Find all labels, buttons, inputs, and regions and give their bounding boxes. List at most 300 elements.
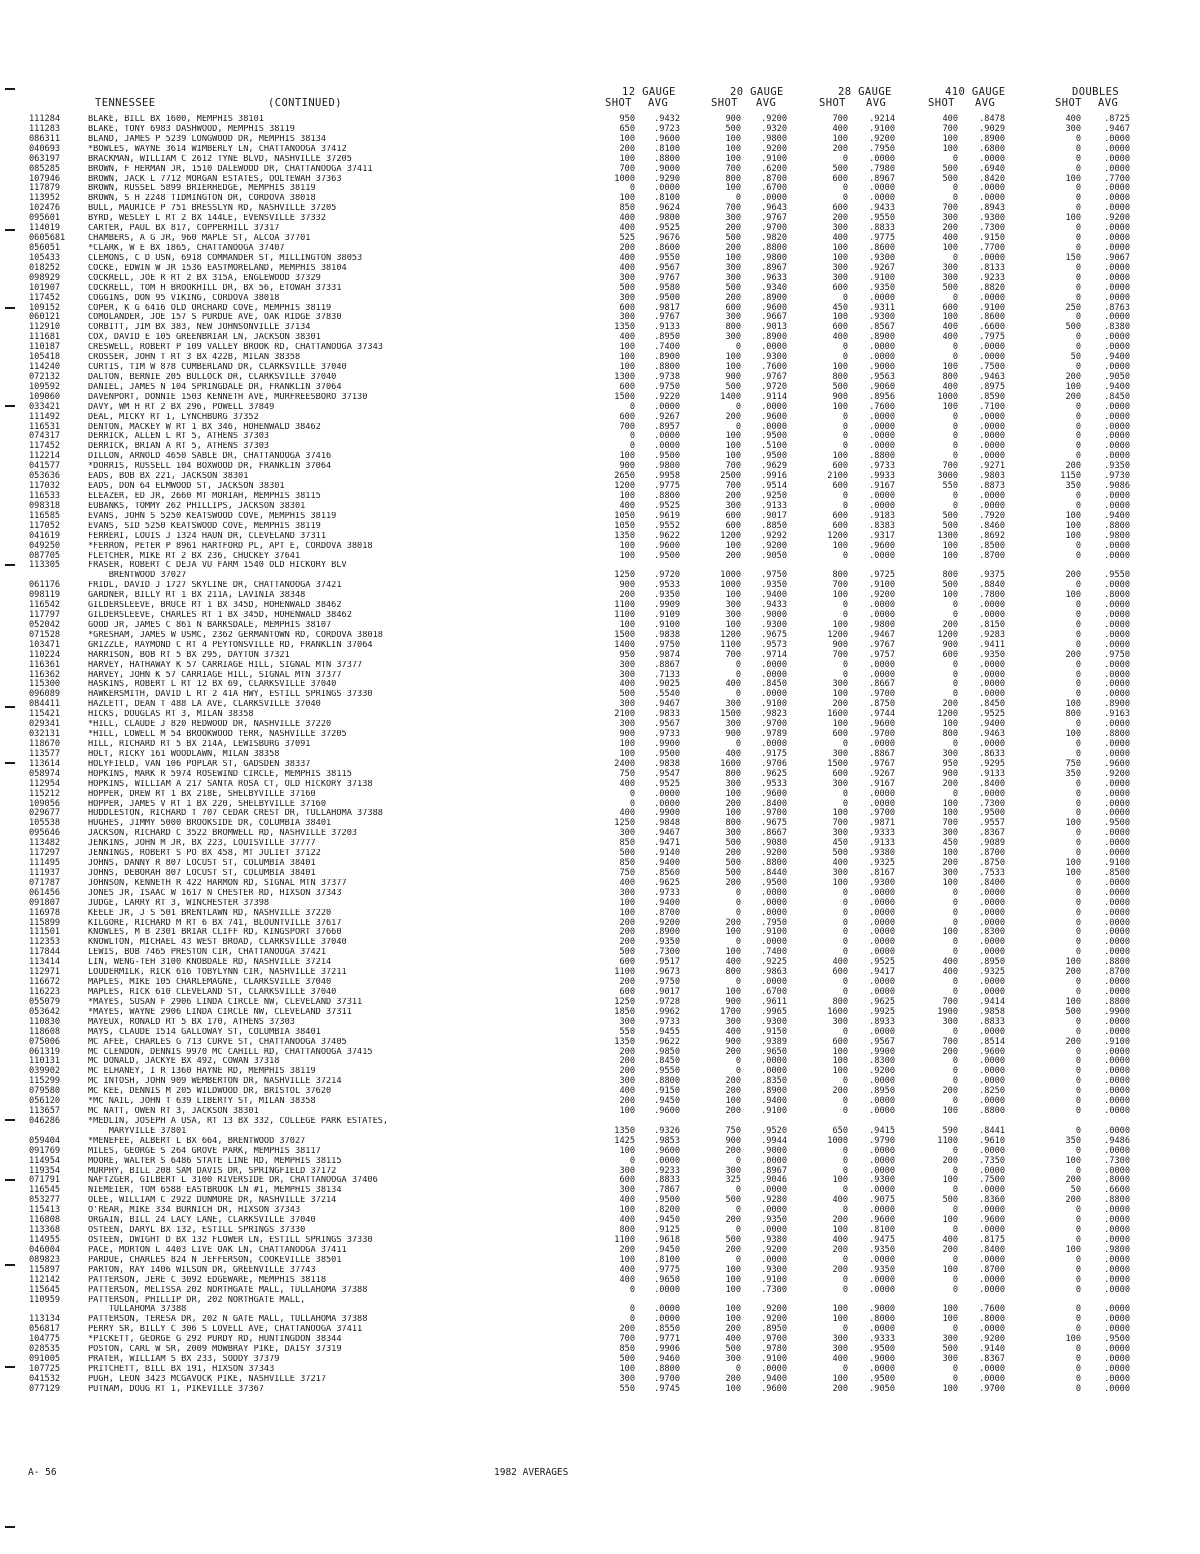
- shot-12-value: 200: [619, 243, 635, 253]
- table-row: [0, 1246, 1200, 1256]
- table-row: [0, 740, 1200, 750]
- avg-12-value: .9900: [654, 739, 680, 749]
- shot-doubles-value: 100: [1065, 173, 1081, 184]
- shot-28-value: 800: [832, 371, 848, 382]
- table-row: [0, 1206, 1200, 1216]
- shot-28-value: 700: [832, 114, 848, 124]
- avg-doubles-value: .9100: [1104, 1036, 1130, 1047]
- avg-28-value: .9000: [869, 1304, 895, 1315]
- avg-doubles-value: .7300: [1104, 1155, 1130, 1166]
- member-id: 114955: [29, 1235, 61, 1245]
- shot-28-value: 100: [832, 590, 848, 601]
- table-row: [0, 661, 1200, 671]
- member-id: 033421: [29, 401, 61, 412]
- avg-12-value: .9500: [654, 1195, 680, 1206]
- avg-12-value: .9550: [654, 252, 680, 263]
- avg-28-value: .9725: [869, 570, 895, 581]
- avg-20-value: .9350: [761, 580, 787, 591]
- shot-doubles-value: 100: [1065, 510, 1081, 521]
- avg-28-value: .9000: [869, 362, 895, 372]
- avg-20-value: .0000: [761, 977, 787, 987]
- avg-28-value: .9183: [869, 510, 895, 521]
- table-row: [0, 1008, 1200, 1018]
- shot-20-value: 200: [725, 1324, 741, 1335]
- avg-20-value: .9706: [761, 758, 787, 769]
- shot-28-value: 600: [832, 203, 848, 214]
- table-row: [0, 1176, 1200, 1186]
- member-id: 117297: [29, 848, 61, 859]
- shot-12-value: 100: [619, 153, 635, 164]
- shot-12-value: 1500: [614, 391, 635, 402]
- avg-12-value: .9450: [654, 1244, 680, 1255]
- shot-28-value: 0: [842, 411, 848, 422]
- shot-doubles-value: 0: [1075, 431, 1081, 442]
- avg-410-value: .7350: [979, 1155, 1005, 1166]
- avg-410-value: .0000: [979, 431, 1005, 442]
- shot-20-value: 100: [725, 788, 741, 799]
- avg-doubles-value: .9800: [1104, 530, 1130, 541]
- avg-410-value: .9283: [979, 629, 1005, 640]
- shot-28-value: 600: [832, 282, 848, 293]
- shooter-name-address: MOORE, WALTER S 6486 STATE LINE RD, MEMPHIS 38115: [88, 1156, 342, 1166]
- avg-410-value: .6600: [979, 322, 1005, 333]
- table-row: [0, 1315, 1200, 1325]
- shooter-name-address: GARDNER, BILLY RT 1 BX 211A, LAVINIA 38348: [88, 591, 306, 601]
- avg-410-value: .6940: [979, 163, 1005, 174]
- avg-20-value: .7300: [761, 1284, 787, 1295]
- shot-12-value: 950: [619, 649, 635, 660]
- shot-20-value: 0: [735, 739, 741, 749]
- avg-12-value: .8800: [654, 491, 680, 501]
- avg-20-value: .9114: [761, 391, 787, 402]
- shot-20-value: 100: [725, 362, 741, 372]
- shot-410-value: 400: [942, 1235, 958, 1245]
- table-row: [0, 442, 1200, 452]
- shot-410-value: 0: [952, 500, 958, 511]
- avg-20-value: .9340: [761, 282, 787, 293]
- table-row: [0, 304, 1200, 314]
- table-row: [0, 829, 1200, 839]
- shot-12-value: 100: [619, 550, 635, 561]
- member-id: 098318: [29, 500, 61, 511]
- member-id: 113614: [29, 758, 61, 769]
- shot-28-value: 400: [832, 1235, 848, 1245]
- avg-410-value: .0000: [979, 977, 1005, 987]
- shot-doubles-value: 200: [1065, 649, 1081, 660]
- table-row: [0, 175, 1200, 185]
- avg-20-value: .0000: [761, 401, 787, 412]
- shot-doubles-value: 0: [1075, 500, 1081, 511]
- avg-12-value: .9624: [654, 203, 680, 214]
- shooter-name-address: CARTER, PAUL BX 817, COPPERHILL 37317: [88, 224, 280, 234]
- avg-28-value: .9060: [869, 381, 895, 392]
- shooter-name-address: EVANS, SID 5250 KEATSWOOD COVE, MEMPHIS 38119: [88, 521, 321, 531]
- table-row: [0, 780, 1200, 790]
- avg-28-value: .9000: [869, 1354, 895, 1364]
- avg-doubles-value: .0000: [1104, 233, 1130, 243]
- avg-28-value: .9267: [869, 768, 895, 779]
- shooter-name-address: FLETCHER, MIKE RT 2 BX 236, CHUCKEY 37641: [88, 551, 301, 561]
- shooter-name-address: MAPLES, MIKE 105 CHARLEMAGNE, CLARKSVILLE 37040: [88, 978, 332, 987]
- shot-doubles-value: 0: [1075, 987, 1081, 997]
- shot-doubles-value: 50: [1070, 1185, 1081, 1196]
- avg-20-value: .8450: [761, 679, 787, 690]
- avg-doubles-value: .8763: [1104, 302, 1130, 313]
- avg-12-value: .9745: [654, 1383, 680, 1394]
- shot-20-value: 0: [735, 669, 741, 680]
- shot-12-value: 100: [619, 491, 635, 501]
- avg-28-value: .0000: [869, 441, 895, 452]
- shot-28-value: 0: [842, 887, 848, 898]
- shot-doubles-value: 0: [1075, 163, 1081, 174]
- table-row: [0, 333, 1200, 343]
- member-id: 109056: [29, 798, 61, 809]
- shot-12-value: 300: [619, 1185, 635, 1196]
- avg-20-value: .8900: [761, 332, 787, 343]
- shot-28-value: 100: [832, 133, 848, 144]
- avg-12-value: .9750: [654, 381, 680, 392]
- avg-doubles-value: .0000: [1104, 1046, 1130, 1057]
- avg-12-value: .9817: [654, 302, 680, 313]
- table-row: [0, 462, 1200, 472]
- table-row: [0, 1127, 1200, 1137]
- shot-12-value: 300: [619, 887, 635, 898]
- avg-28-value: .8867: [869, 748, 895, 759]
- shot-12-value: 300: [619, 272, 635, 283]
- shot-doubles-value: 0: [1075, 143, 1081, 154]
- shot-410-value: 0: [952, 669, 958, 680]
- avg-20-value: .8440: [761, 867, 787, 878]
- avg-410-value: .0000: [979, 739, 1005, 749]
- avg-doubles-value: .0000: [1104, 778, 1130, 789]
- avg-28-value: .9475: [869, 1235, 895, 1245]
- avg-12-value: .9622: [654, 530, 680, 541]
- avg-doubles-value: .0000: [1104, 500, 1130, 511]
- avg-20-value: .9000: [761, 610, 787, 620]
- avg-20-value: .7600: [761, 362, 787, 372]
- avg-12-value: .9850: [654, 1046, 680, 1057]
- shot-doubles-value: 0: [1075, 1165, 1081, 1176]
- shot-20-value: 200: [725, 292, 741, 303]
- shot-12-value: 400: [619, 223, 635, 234]
- shot-410-value: 500: [942, 1195, 958, 1206]
- avg-20-value: .9175: [761, 748, 787, 759]
- shot-20-value: 400: [725, 679, 741, 690]
- member-id: 061176: [29, 580, 61, 591]
- table-row: [0, 760, 1200, 770]
- avg-12-value: .9728: [654, 996, 680, 1007]
- member-id: 116585: [29, 510, 61, 521]
- table-row: [0, 1048, 1200, 1058]
- avg-doubles-value: .0000: [1104, 262, 1130, 273]
- avg-28-value: .0000: [869, 1145, 895, 1156]
- avg-410-value: .9803: [979, 471, 1005, 482]
- member-id: 056120: [29, 1096, 61, 1107]
- shot-410-value: 500: [942, 580, 958, 591]
- shot-20-value: 0: [735, 977, 741, 987]
- avg-28-value: .0000: [869, 411, 895, 422]
- member-id: 113134: [29, 1314, 61, 1325]
- avg-12-value: .8450: [654, 1056, 680, 1067]
- shot-20-value: 300: [725, 828, 741, 839]
- avg-12-value: .9767: [654, 312, 680, 323]
- table-row: [0, 581, 1200, 591]
- shooter-name-address: BLAKE, TONY 6983 DASHWOOD, MEMPHIS 38119: [88, 124, 295, 134]
- avg-410-value: .0000: [979, 1165, 1005, 1176]
- avg-20-value: .9780: [761, 1344, 787, 1355]
- shooter-name-address: *HILL, CLAUDE J 820 REDWOOD DR, NASHVILLE 37220: [88, 720, 332, 730]
- shot-410-value: 0: [952, 421, 958, 432]
- avg-doubles-value: .9730: [1104, 471, 1130, 482]
- shot-12-value: 300: [619, 292, 635, 303]
- table-row: [0, 423, 1200, 433]
- shot-20-value: 100: [725, 133, 741, 144]
- avg-20-value: .9700: [761, 719, 787, 730]
- shooter-name-address: MILES, GEORGE S 264 GROVE PARK, MEMPHIS 38117: [88, 1146, 321, 1156]
- avg-12-value: .0000: [654, 1314, 680, 1325]
- avg-12-value: .9455: [654, 1026, 680, 1037]
- avg-410-value: .9411: [979, 639, 1005, 650]
- shot-28-value: 700: [832, 818, 848, 829]
- shot-410-value: 200: [942, 619, 958, 630]
- avg-410-value: .7500: [979, 362, 1005, 372]
- avg-28-value: .9500: [869, 1373, 895, 1384]
- avg-12-value: .8800: [654, 1363, 680, 1374]
- avg-28-value: .0000: [869, 907, 895, 918]
- shot-410-value: 100: [942, 1215, 958, 1226]
- table-row: [0, 700, 1200, 710]
- shot-doubles-value: 0: [1075, 153, 1081, 164]
- shot-28-value: 0: [842, 421, 848, 432]
- shot-20-value: 300: [725, 1016, 741, 1027]
- shot-410-value: 300: [942, 1334, 958, 1345]
- avg-410-value: .8360: [979, 1195, 1005, 1206]
- avg-410-value: .8400: [979, 1244, 1005, 1255]
- avg-410-value: .7500: [979, 1175, 1005, 1186]
- member-id: 111492: [29, 411, 61, 422]
- avg-410-value: .0000: [979, 1205, 1005, 1216]
- table-row: [0, 1087, 1200, 1097]
- shot-12-value: 300: [619, 1016, 635, 1027]
- shot-28-value: 0: [842, 897, 848, 908]
- shot-20-value: 0: [735, 342, 741, 353]
- shot-doubles-value: 0: [1075, 362, 1081, 372]
- shot-20-value: 100: [725, 352, 741, 363]
- shot-12-value: 100: [619, 1363, 635, 1374]
- shooter-name-address: *MENEFEE, ALBERT L BX 664, BRENTWOOD 37027: [88, 1136, 306, 1146]
- table-row: [0, 561, 1200, 571]
- shot-28-value: 0: [842, 1145, 848, 1156]
- avg-410-value: .9600: [979, 1215, 1005, 1226]
- avg-12-value: .9800: [654, 213, 680, 224]
- member-id: 063197: [29, 153, 61, 164]
- avg-20-value: .9200: [761, 143, 787, 154]
- avg-doubles-value: .0000: [1104, 1026, 1130, 1037]
- member-id: 114019: [29, 223, 61, 234]
- avg-410-value: .0000: [979, 917, 1005, 928]
- avg-28-value: .0000: [869, 1165, 895, 1176]
- table-row: [0, 928, 1200, 938]
- shot-28-value: 700: [832, 580, 848, 591]
- avg-28-value: .9350: [869, 1264, 895, 1275]
- shot-20-value: 100: [725, 441, 741, 452]
- table-row: [0, 1057, 1200, 1067]
- avg-410-value: .9150: [979, 233, 1005, 243]
- avg-410-value: .0000: [979, 352, 1005, 363]
- shot-28-value: 450: [832, 302, 848, 313]
- shooter-name-address: HOPKINS, WILLIAM A 217 SANTA ROSA CT, OLD HICKORY 37138: [88, 779, 373, 789]
- avg-410-value: .7600: [979, 1304, 1005, 1315]
- shot-12-value: 750: [619, 867, 635, 878]
- avg-20-value: .9767: [761, 371, 787, 382]
- member-id: 115645: [29, 1284, 61, 1295]
- shot-doubles-value: 0: [1075, 580, 1081, 591]
- avg-doubles-value: .9350: [1104, 461, 1130, 472]
- shot-12-value: 2400: [614, 758, 635, 769]
- avg-410-value: .0000: [979, 500, 1005, 511]
- avg-12-value: .0000: [654, 1304, 680, 1315]
- avg-doubles-value: .0000: [1104, 1354, 1130, 1364]
- shot-410-value: 200: [942, 1086, 958, 1097]
- shot-20-value: 200: [725, 848, 741, 859]
- avg-doubles-value: .0000: [1104, 342, 1130, 353]
- shooter-name-address: COPER, K G 6416 OLD ORCHARD COVE, MEMPHIS 38119: [88, 303, 332, 313]
- avg-28-value: .9167: [869, 481, 895, 491]
- avg-410-value: .8700: [979, 848, 1005, 859]
- avg-12-value: .9600: [654, 1106, 680, 1116]
- table-row: [0, 343, 1200, 353]
- table-row: [0, 998, 1200, 1008]
- shot-12-value: 0: [629, 441, 635, 452]
- shot-doubles-value: 100: [1065, 381, 1081, 392]
- avg-28-value: .8800: [869, 451, 895, 462]
- shot-doubles-value: 0: [1075, 788, 1081, 799]
- shooter-name-address: *FERRON, PETER P 8961 HARTFORD PL, APT E, CORDOVA 38018: [88, 541, 373, 551]
- shot-20-value: 100: [725, 1096, 741, 1107]
- avg-410-value: .0000: [979, 183, 1005, 194]
- avg-28-value: .9433: [869, 203, 895, 214]
- table-row: [0, 1067, 1200, 1077]
- shot-12-value: 400: [619, 778, 635, 789]
- avg-20-value: .9200: [761, 114, 787, 124]
- shot-28-value: 0: [842, 183, 848, 194]
- shot-doubles-value: 0: [1075, 272, 1081, 283]
- shot-28-value: 600: [832, 322, 848, 333]
- shot-28-value: 0: [842, 798, 848, 809]
- shooter-name-address: CORBITT, JIM BX 383, NEW JOHNSONVILLE 37134: [88, 323, 311, 333]
- avg-12-value: .9771: [654, 1334, 680, 1345]
- avg-20-value: .9700: [761, 1334, 787, 1345]
- avg-12-value: .7133: [654, 669, 680, 680]
- shot-410-value: 400: [942, 332, 958, 343]
- shot-28-value: 200: [832, 1086, 848, 1097]
- shooter-name-address: MC DONALD, JACKYE BX 492, COWAN 37318: [88, 1057, 280, 1067]
- member-id: 113305: [29, 560, 61, 571]
- avg-28-value: .0000: [869, 491, 895, 501]
- shot-doubles-value: 200: [1065, 1036, 1081, 1047]
- table-row: [0, 1236, 1200, 1246]
- gauge-12-heading: 12 GAUGE: [622, 86, 676, 98]
- shot-12-value: 400: [619, 808, 635, 819]
- avg-12-value: .0000: [654, 788, 680, 799]
- avg-12-value: .9733: [654, 887, 680, 898]
- shot-28-value: 0: [842, 1274, 848, 1285]
- shot-410-value: 900: [942, 768, 958, 779]
- shot-28-value: 0: [842, 193, 848, 204]
- table-row: [0, 1305, 1200, 1315]
- shooter-name-address: KILGORE, RICHARD M RT 6 BX 741, BLOUNTVILLE 37617: [88, 918, 342, 928]
- avg-12-value: .9140: [654, 848, 680, 859]
- member-id: 112142: [29, 1274, 61, 1285]
- member-id: 116361: [29, 659, 61, 670]
- member-id: 059404: [29, 1135, 61, 1146]
- shooter-name-address: JACKSON, RICHARD C 3522 BROMWELL RD, NASHVILLE 37203: [88, 829, 358, 839]
- avg-doubles-value: .8380: [1104, 322, 1130, 333]
- shot-20-value: 100: [725, 1304, 741, 1315]
- avg-410-value: .0000: [979, 1026, 1005, 1037]
- avg-410-value: .8633: [979, 748, 1005, 759]
- avg-12-value: .0000: [654, 441, 680, 452]
- avg-410-value: .0000: [979, 193, 1005, 204]
- table-row: [0, 432, 1200, 442]
- avg-20-value: .0000: [761, 1066, 787, 1077]
- avg-doubles-value: .0000: [1104, 362, 1130, 372]
- shot-doubles-value: 200: [1065, 570, 1081, 581]
- shot-28-value: 600: [832, 729, 848, 739]
- table-row: [0, 522, 1200, 532]
- shot-doubles-value: 200: [1065, 461, 1081, 472]
- avg-12-value: .9500: [654, 550, 680, 561]
- shot-12-value: 1300: [614, 371, 635, 382]
- shot-28-value: 0: [842, 1254, 848, 1265]
- avg-12-value: .9848: [654, 818, 680, 829]
- avg-28-value: .9925: [869, 1006, 895, 1017]
- table-row: [0, 284, 1200, 294]
- avg-12-value: .8867: [654, 659, 680, 670]
- avg-12-value: .9909: [654, 600, 680, 611]
- shot-12-value: 300: [619, 828, 635, 839]
- avg-410-value: .0000: [979, 1145, 1005, 1156]
- avg-20-value: .9200: [761, 1304, 787, 1315]
- table-row: [0, 631, 1200, 641]
- avg-doubles-value: .8725: [1104, 114, 1130, 124]
- shot-20-value: 500: [725, 282, 741, 293]
- avg-doubles-value: .0000: [1104, 143, 1130, 154]
- avg-12-value: .9618: [654, 1235, 680, 1245]
- table-row: [0, 1335, 1200, 1345]
- shot-doubles-value: 0: [1075, 491, 1081, 501]
- shot-12-value: 100: [619, 748, 635, 759]
- avg-doubles-value: .9400: [1104, 352, 1130, 363]
- table-row: [0, 1028, 1200, 1038]
- shot-28-value: 100: [832, 1056, 848, 1067]
- avg-28-value: .8167: [869, 867, 895, 878]
- shot-doubles-value: 1150: [1060, 471, 1081, 482]
- member-id: 084411: [29, 699, 61, 710]
- shot-410-value: 1900: [937, 1006, 958, 1017]
- shot-12-value: 1850: [614, 1006, 635, 1017]
- shot-20-value: 200: [725, 1106, 741, 1116]
- avg-28-value: .8667: [869, 679, 895, 690]
- avg-410-value: .9525: [979, 709, 1005, 720]
- avg-410-value: .9557: [979, 818, 1005, 829]
- table-row: [0, 254, 1200, 264]
- shot-12-value: 100: [619, 342, 635, 353]
- avg-12-value: .9600: [654, 133, 680, 144]
- avg-doubles-value: .0000: [1104, 1086, 1130, 1097]
- shot-410-value: 200: [942, 699, 958, 710]
- shot-28-value: 1600: [827, 709, 848, 720]
